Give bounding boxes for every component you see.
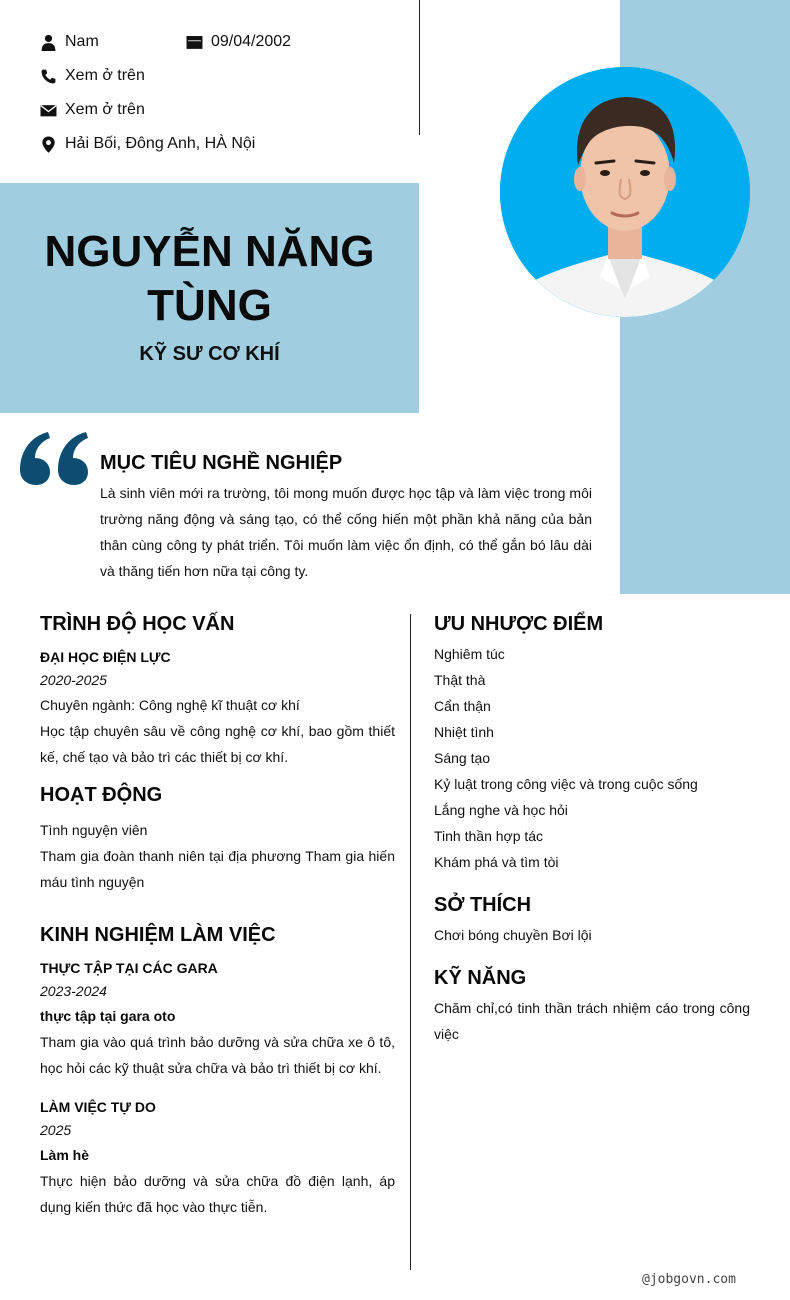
strength-item: Sáng tạo xyxy=(434,750,491,766)
skills-text: Chăm chỉ,có tinh thần trách nhiệm cáo trong công việc xyxy=(434,1000,750,1042)
strengths-title: ƯU NHƯỢC ĐIỂM xyxy=(434,613,604,635)
objective-title: MỤC TIÊU NGHỀ NGHIỆP xyxy=(100,452,343,474)
location-pin-icon xyxy=(40,136,57,153)
profile-photo xyxy=(500,67,750,317)
job-1-position: thực tập tại gara oto xyxy=(40,1008,176,1024)
email-text: Xem ở trên xyxy=(65,101,145,118)
contact-phone xyxy=(40,67,145,85)
strength-item: Kỷ luật trong công việc và trong cuộc sống xyxy=(434,776,698,792)
name-line-1: NGUYỄN NĂNG xyxy=(44,227,375,276)
activities-description: Tham gia đoàn thanh niên tại địa phương Tham gia hiến máu tình nguyện xyxy=(40,848,395,890)
strength-item: Nghiêm túc xyxy=(434,646,505,662)
activities-role: Tình nguyện viên xyxy=(40,822,148,838)
person-icon xyxy=(40,34,57,51)
education-period: 2020-2025 xyxy=(40,672,107,688)
contact-birthdate xyxy=(186,33,291,51)
activities-title: HOẠT ĐỘNG xyxy=(40,784,163,806)
job-1-description: Tham gia vào quá trình bảo dưỡng và sửa chữa xe ô tô, học hỏi các kỹ thuật sửa chữa và bảo trì thiết bị cơ khí. xyxy=(40,1034,395,1076)
contact-address xyxy=(40,135,255,153)
hobbies-title: SỞ THÍCH xyxy=(434,894,532,916)
strength-item: Khám phá và tìm tòi xyxy=(434,854,559,870)
watermark: @jobgovn.com xyxy=(642,1272,736,1287)
gender-text: Nam xyxy=(65,33,99,50)
top-divider xyxy=(419,0,420,135)
job-title: KỸ SƯ CƠ KHÍ xyxy=(139,343,280,365)
phone-icon xyxy=(40,68,57,85)
hobbies-text: Chơi bóng chuyền Bơi lội xyxy=(434,927,592,943)
objective-text: Là sinh viên mới ra trường, tôi mong muốn được học tập và làm việc trong môi trường năng động và sáng tạo, có thể cống hiến một phần khả năng của bản thân cùng công ty phát triển. Tôi muốn làm việc ổn định, có thể gắn bó lâu dài và thăng tiến hơn nữa tại công ty. xyxy=(100,485,592,579)
strength-item: Nhiệt tình xyxy=(434,724,494,740)
name-band xyxy=(0,183,419,413)
contact-gender xyxy=(40,33,99,51)
experience-title: KINH NGHIỆM LÀM VIỆC xyxy=(40,924,276,946)
calendar-icon xyxy=(186,34,203,51)
skills-title: KỸ NĂNG xyxy=(434,967,527,989)
strength-item: Thật thà xyxy=(434,672,486,688)
full-name xyxy=(0,225,419,333)
job-2-position: Làm hè xyxy=(40,1147,90,1163)
mail-icon xyxy=(40,102,57,119)
phone-text: Xem ở trên xyxy=(65,67,145,84)
column-divider xyxy=(410,614,411,1270)
job-2-period: 2025 xyxy=(40,1122,72,1138)
contact-email xyxy=(40,101,145,119)
birthdate-text: 09/04/2002 xyxy=(211,33,292,50)
strength-item: Lắng nghe và học hỏi xyxy=(434,802,568,818)
education-title: TRÌNH ĐỘ HỌC VẤN xyxy=(40,613,235,635)
strength-item: Cẩn thận xyxy=(434,698,491,714)
strength-item: Tinh thần hợp tác xyxy=(434,828,544,844)
name-line-2: TÙNG xyxy=(147,281,272,330)
education-description: Học tập chuyên sâu về công nghệ cơ khí, bao gồm thiết kế, chế tạo và bảo trì các thiết bị cơ khí. xyxy=(40,723,395,765)
job-2-company: LÀM VIỆC TỰ DO xyxy=(40,1099,156,1115)
address-text: Hải Bối, Đông Anh, HÀ Nội xyxy=(65,135,256,152)
job-2-description: Thực hiện bảo dưỡng và sửa chữa đồ điện lạnh, áp dụng kiến thức đã học vào thực tiễn. xyxy=(40,1173,395,1215)
education-school: ĐẠI HỌC ĐIỆN LỰC xyxy=(40,649,171,665)
education-major: Chuyên ngành: Công nghệ kĩ thuật cơ khí xyxy=(40,697,300,713)
job-1-period: 2023-2024 xyxy=(40,983,107,999)
quote-icon xyxy=(18,430,92,486)
job-1-company: THỰC TẬP TẠI CÁC GARA xyxy=(40,960,218,976)
